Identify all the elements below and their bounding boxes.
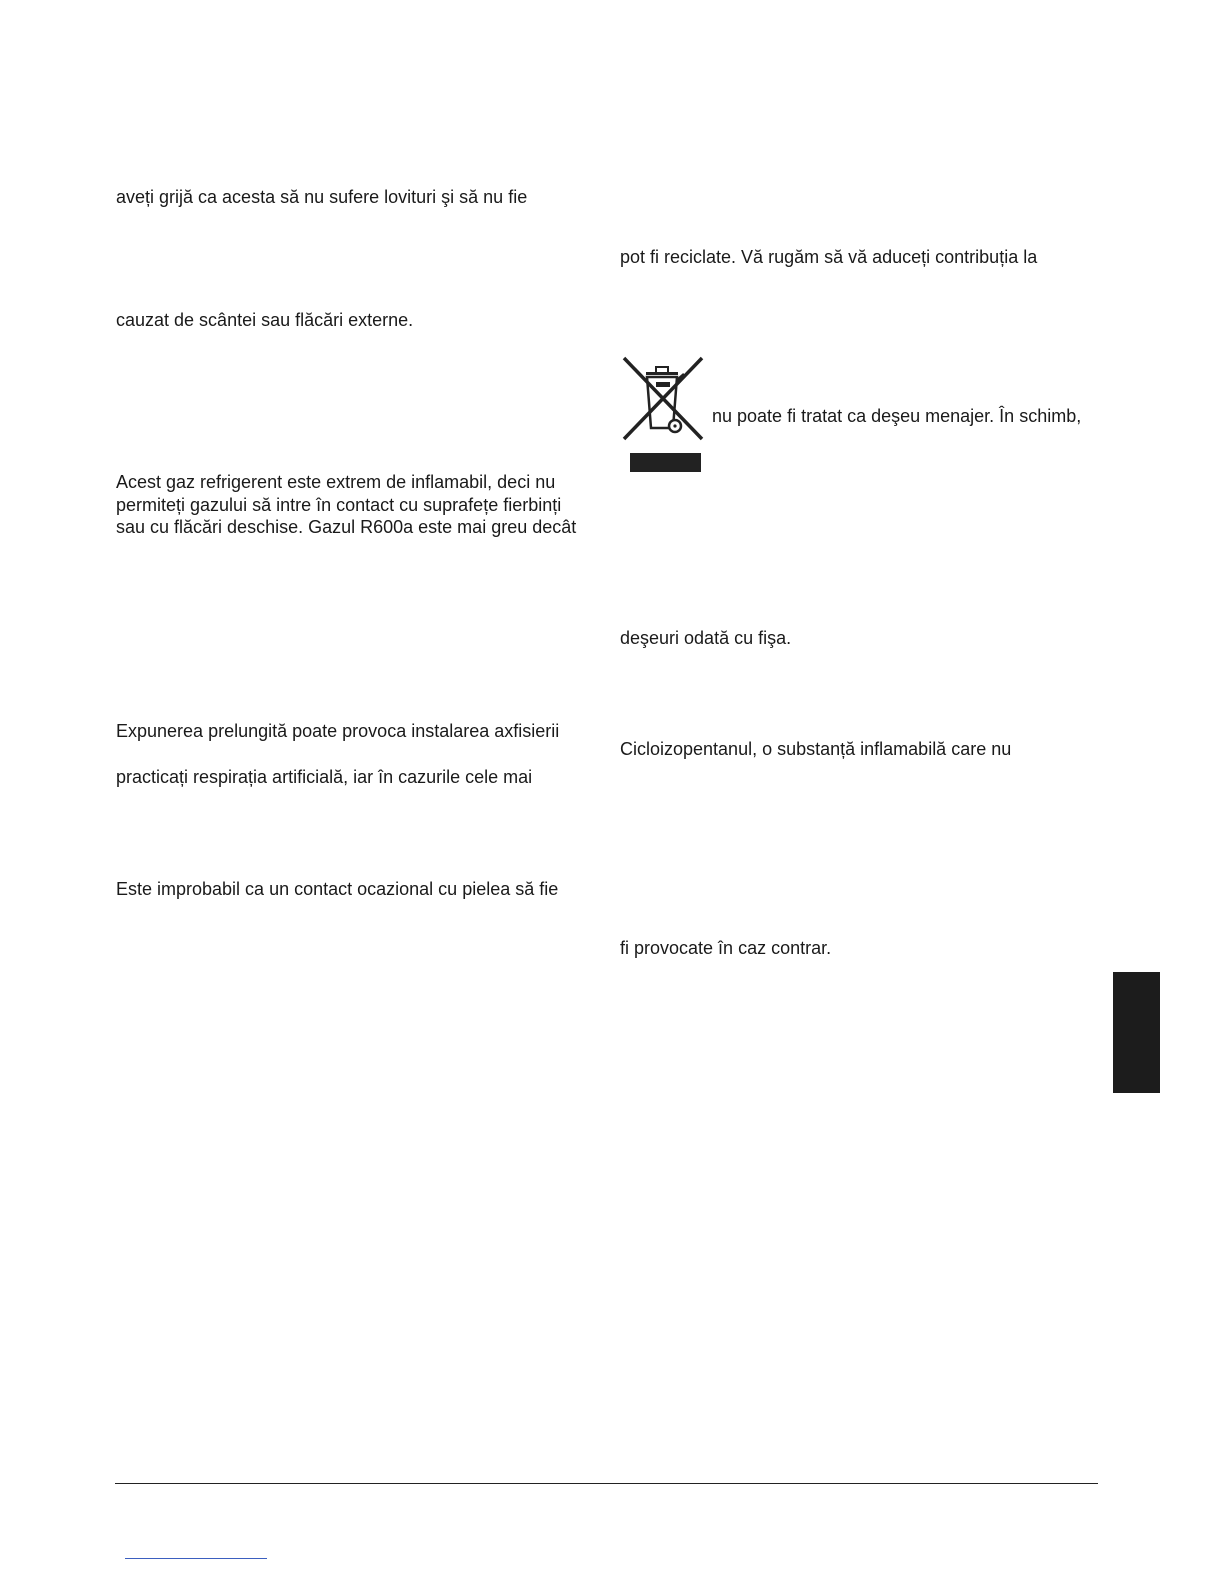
left-text-line: Este improbabil ca un contact ocazional cu pielea să fie [116,879,559,899]
crossed-out-wheelie-bin-icon [620,356,706,474]
left-text-line: cauzat de scântei sau flăcări externe. [116,310,414,330]
right-text-line: pot fi reciclate. Vă rugăm să vă aduceți contribuția la [620,247,1038,267]
left-text-line: sau cu flăcări deschise. Gazul R600a este mai greu decât [116,517,577,537]
footer-link-underline [125,1558,267,1559]
footer-divider [115,1483,1098,1484]
right-text-line: deşeuri odată cu fişa. [620,628,792,648]
left-text-line: Expunerea prelungită poate provoca instalarea axfisierii [116,721,560,741]
left-text-line: aveți grijă ca acesta să nu sufere lovituri şi să nu fie [116,187,528,207]
left-text-line: permiteți gazului să intre în contact cu suprafețe fierbinți [116,495,562,515]
language-section-tab [1113,972,1160,1093]
right-text-line: fi provocate în caz contrar. [620,938,832,958]
left-text-line: practicați respirația artificială, iar în cazurile cele mai [116,767,533,787]
right-text-line: nu poate fi tratat ca deşeu menajer. În schimb, [712,406,1082,426]
right-text-line: Cicloizopentanul, o substanță inflamabilă care nu [620,739,1012,759]
left-text-line: Acest gaz refrigerent este extrem de inflamabil, deci nu [116,472,556,492]
